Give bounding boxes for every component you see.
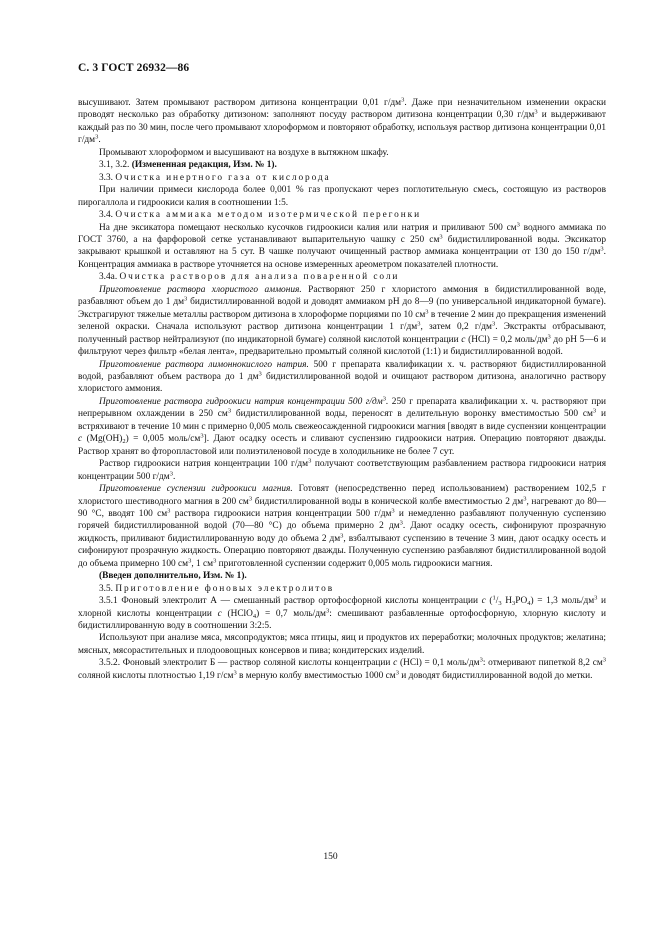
- text-run: 4: [252, 612, 257, 620]
- document-page: [78, 62, 606, 682]
- text-run: 1: [492, 594, 496, 602]
- paragraph-p14: [78, 570, 606, 582]
- text-run: (HCl) = 0,1 моль/дм: [397, 658, 480, 669]
- text-run: Приготовление фоновых электролитов: [115, 583, 335, 594]
- paragraph-p13: [78, 483, 606, 570]
- text-run: c: [393, 658, 398, 669]
- text-run: 3: [188, 557, 192, 565]
- text-run: ) = 1,3 моль/дм: [530, 596, 595, 607]
- text-run: 3: [382, 395, 386, 403]
- paragraph-p7: [78, 222, 606, 272]
- text-run: PO: [515, 596, 528, 607]
- text-run: 3: [399, 519, 403, 527]
- text-run: . Даже при незначительном изменении окраски проводят несколько раз обработку дитизоном: заполняют посуду раствором дитизона концентрации 0,30 г/дм: [78, 98, 606, 121]
- paragraph-p16: [78, 595, 606, 632]
- text-run: приготовленной суспензии содержит 0,005 моль гидроокиси магния.: [216, 558, 493, 569]
- text-run: 3: [439, 233, 443, 241]
- text-run: бидистиллированной водой и доводят аммиаком pH до 8—9 (по универсальной индикаторной бумаге). Экстрагируют тяжелые металлы раствором дитизона в хлороформе порциями по 10 см: [78, 297, 606, 320]
- paragraph-p3: [78, 159, 606, 171]
- text-run: 3: [491, 320, 496, 328]
- text-run: 3: [184, 295, 188, 303]
- paragraph-p15: [78, 583, 606, 595]
- text-run: . Концентрация аммиака в растворе уточняется на основе измеренных ареометром показателей плотности.: [78, 247, 606, 270]
- page-number: 150: [323, 852, 338, 862]
- text-run: 3.3.: [99, 172, 116, 183]
- text-run: Готовят (непосредственно перед использованием) растворением 102,5 г хлористого шестиводного магния в 200 см: [78, 484, 607, 507]
- text-run: .: [98, 135, 101, 146]
- text-run: (Введен дополнительно, Изм. № 1).: [99, 571, 247, 582]
- text-run: бидистиллированной воды, переносят в делительную воронку вместимостью 500 см: [231, 409, 593, 420]
- text-run: c: [461, 334, 466, 345]
- text-run: , нагревают до 80—90 °С, вводят 100 см: [78, 496, 607, 519]
- text-run: и немедленно разбавляют полученную суспензию горячей бидистиллированной водой (70—80 °С) до объема примерно 2 дм: [78, 508, 607, 532]
- text-run: /: [495, 596, 499, 607]
- text-run: Приготовление суспензии гидроокиси магния.: [99, 484, 293, 495]
- text-run: и встряхивают в течение 10 мин с примерно 0,005 моль свежеосажденной гидроокиси магния [вводят в виде суспензии концентрации: [78, 409, 606, 432]
- text-run: : отмеривают пипеткой 8,2 см: [482, 658, 603, 669]
- text-run: и выдерживают каждый раз по 30 мин, после чего промывают хлороформом и повторяют обработку, используя раствор дитизона концентрации 0,01 г/дм: [78, 110, 606, 146]
- text-run: 4: [527, 600, 531, 608]
- text-run: (Mg(OH): [82, 434, 123, 445]
- text-run: до pH 5—6 и фильтруют через фильтр «белая лента», предварительно промытый соляной кислотой (1:1) и бидистиллированной водой.: [78, 334, 606, 358]
- text-run: Очистка растворов для анализа поваренной соли: [119, 272, 400, 283]
- text-run: 3: [227, 407, 232, 415]
- text-run: ) = 0,005 моль/см: [125, 434, 201, 445]
- text-run: и хлорной кислоты концентрации: [78, 596, 606, 619]
- text-run: высушивают. Затем промывают раствором дитизона концентрации 0,01 г/дм: [78, 98, 402, 108]
- text-run: получают соответствующим разбавлением раствора гидроокиси натрия концентрации 500 г/дм: [78, 459, 606, 482]
- text-run: 3: [417, 320, 421, 328]
- text-run: (: [485, 596, 493, 607]
- paragraph-p11: [78, 396, 606, 458]
- text-run: 3.4а.: [99, 272, 120, 283]
- text-run: 3: [169, 470, 173, 478]
- header-page-ref: С. 3: [78, 62, 99, 74]
- text-run: бидистиллированной воды. Эксикатор закрывают крышкой и оставляют на 5 сут. В чашке получают очищенный раствор аммиака концентрации от 130 до 150 г/дм: [78, 234, 606, 258]
- text-run: c: [217, 608, 222, 619]
- text-run: Приготовление раствора лимоннокислого натрия.: [99, 359, 309, 370]
- text-run: , взбалтывают суспензию в течение 3 мин, дают осадку осесть и сифонируют прозрачную жидкость. Операцию повторяют дважды. Полученную суспензию разбавляют бидистиллированной водой до объема примерно 100 см: [78, 533, 606, 569]
- text-run: 3: [325, 607, 330, 615]
- text-run: c: [481, 596, 486, 607]
- text-run: 3: [401, 96, 405, 104]
- body-text: [78, 97, 606, 682]
- text-run: , затем 0,2 г/дм: [420, 322, 492, 333]
- text-run: 3: [395, 669, 399, 677]
- text-run: : смешивают разбавленные ортофосфорную, хлорную кислоту и бидистиллированную воду в соотношении 3:2:5.: [78, 608, 606, 632]
- text-run: 3: [516, 221, 520, 229]
- text-run: 3: [602, 656, 607, 664]
- paragraph-p8: [78, 271, 606, 283]
- text-run: 3: [498, 600, 502, 608]
- text-run: 3: [547, 333, 551, 341]
- text-run: Очистка инертного газа от кислорода: [115, 172, 331, 183]
- text-run: 3: [340, 532, 344, 540]
- paragraph-p18: [78, 657, 606, 682]
- text-run: Используют при анализе мяса, мясопродуктов; мяса птицы, яиц и продуктов их переработки; молочных продуктов; желатина; мясных, мясорастительных и плодоовощных консервов и пива; кондитерских изделий.: [78, 633, 606, 656]
- text-run: . Дают осадку осесть, сифонируют прозрачную жидкость, приливают бидистиллированную воду до объема 2 дм: [78, 521, 606, 544]
- text-run: .: [385, 396, 389, 407]
- text-run: 3.5.2. Фоновый электролит Б — раствор соляной кислоты концентрации: [99, 658, 394, 669]
- text-run: , 1 см: [191, 558, 214, 569]
- paragraph-p4: [78, 172, 606, 184]
- text-run: 3: [600, 245, 604, 253]
- text-run: в мерную колбу вместимостью 1000 см: [236, 670, 396, 681]
- text-run: соляной кислоты плотностью 1,19 г/см: [78, 670, 234, 681]
- text-run: .: [172, 471, 176, 482]
- text-run: Раствор гидроокиси натрия концентрации 100 г/дм: [99, 459, 309, 470]
- text-run: H: [501, 596, 513, 607]
- text-run: c: [78, 434, 83, 445]
- text-run: и доводят бидистиллированной водой до метки.: [398, 670, 593, 681]
- text-run: 3.1, 3.2.: [99, 160, 132, 171]
- text-run: 3: [391, 507, 395, 515]
- text-run: бидистиллированной водой и очищают раствором дитизона, аналогично раствору хлористого аммония.: [78, 371, 606, 395]
- paragraph-p12: [78, 458, 606, 483]
- text-run: 3: [95, 133, 99, 141]
- text-run: ) = 0,7 моль/дм: [256, 608, 326, 619]
- text-run: бидистиллированной воды в конической колбе вместимостью 2 дм: [252, 496, 524, 507]
- paragraph-p1: [78, 97, 606, 147]
- paragraph-p6: [78, 209, 606, 221]
- text-run: 3: [167, 507, 171, 515]
- text-run: 250 г препарата квалификации х. ч. растворяют при непрерывном охлаждении в 250 см: [78, 396, 606, 420]
- text-run: Растворяют 250 г хлористого аммония в бидистиллированной воде, разбавляют объем до 1 дм: [78, 284, 606, 308]
- text-run: 3: [523, 495, 527, 502]
- paragraph-p5: [78, 184, 606, 209]
- paragraph-p10: [78, 359, 606, 396]
- text-run: 500 г препарата квалификации х. ч. растворяют бидистиллированной водой, разбавляют объем раствора до 1 дм: [78, 359, 606, 382]
- text-run: (HClO: [221, 608, 253, 619]
- text-run: 3.5.1 Фоновый электролит А — смешанный раствор ортофосфорной кислоты концентрации: [99, 596, 482, 607]
- text-run: водного аммиака по ГОСТ 3760, а на фарфоровой сетке устанавливают выпарительную чашку с 250 см: [78, 222, 606, 245]
- text-run: 3: [534, 108, 538, 116]
- text-run: раствора гидроокиси натрия концентрации 500 г/дм: [170, 508, 392, 519]
- text-run: (HCl) = 0,2 моль/дм: [465, 334, 548, 345]
- text-run: 3: [258, 370, 262, 378]
- text-run: в течение 2 мин до прекращения изменений зеленой окраски. Сначала используют раствор дитизона концентрации 1 г/дм: [78, 309, 607, 333]
- text-run: 3: [425, 308, 429, 316]
- text-run: 3: [592, 407, 597, 415]
- paragraph-p9: [78, 284, 606, 359]
- text-run: Очистка аммиака методом изотермической перегонки: [115, 210, 421, 221]
- text-run: 3: [479, 656, 483, 664]
- text-run: ]. Дают осадку осесть и сливают суспензию гидроокиси натрия. Операцию повторяют дважды. Раствор хранят во фторопластовой или полиэтиленовой посуде в холодильнике не более 7 сут.: [78, 434, 606, 457]
- text-run: 2: [122, 438, 126, 446]
- text-run: 3.4.: [99, 210, 116, 221]
- text-run: (Измененная редакция, Изм. № 1).: [131, 160, 277, 171]
- text-run: 3: [213, 557, 217, 565]
- text-run: 3: [233, 669, 237, 677]
- text-run: Приготовление раствора гидроокиси натрия концентрации 500 г/дм: [99, 396, 383, 407]
- text-run: При наличии примеси кислорода более 0,001 % газ пропускают через поглотительную смесь, состоящую из растворов пирогаллола и гидроокиси калия в соотношении 1:5.: [78, 185, 606, 208]
- text-run: 3: [594, 594, 598, 602]
- paragraph-p17: [78, 632, 606, 657]
- text-run: На дне эксикатора помещают несколько кусочков гидроокиси калия или натрия и приливают 500 см: [99, 222, 517, 233]
- text-run: 3: [248, 495, 253, 502]
- text-run: 3: [200, 432, 204, 440]
- text-run: 3: [308, 457, 312, 465]
- text-run: 3: [512, 600, 516, 608]
- paragraph-p2: [78, 147, 606, 159]
- text-run: Промывают хлороформом и высушивают на воздухе в вытяжном шкафу.: [99, 147, 389, 158]
- text-run: 3.5.: [99, 583, 116, 594]
- header-standard: ГОСТ 26932—86: [101, 62, 190, 74]
- text-run: . Экстракты отбрасывают, полученный раствор нейтрализуют (по индикаторной бумаге) соляной кислотой концентрации: [78, 322, 606, 345]
- page-header: [78, 62, 606, 74]
- text-run: Приготовление раствора хлористого аммония.: [99, 284, 302, 295]
